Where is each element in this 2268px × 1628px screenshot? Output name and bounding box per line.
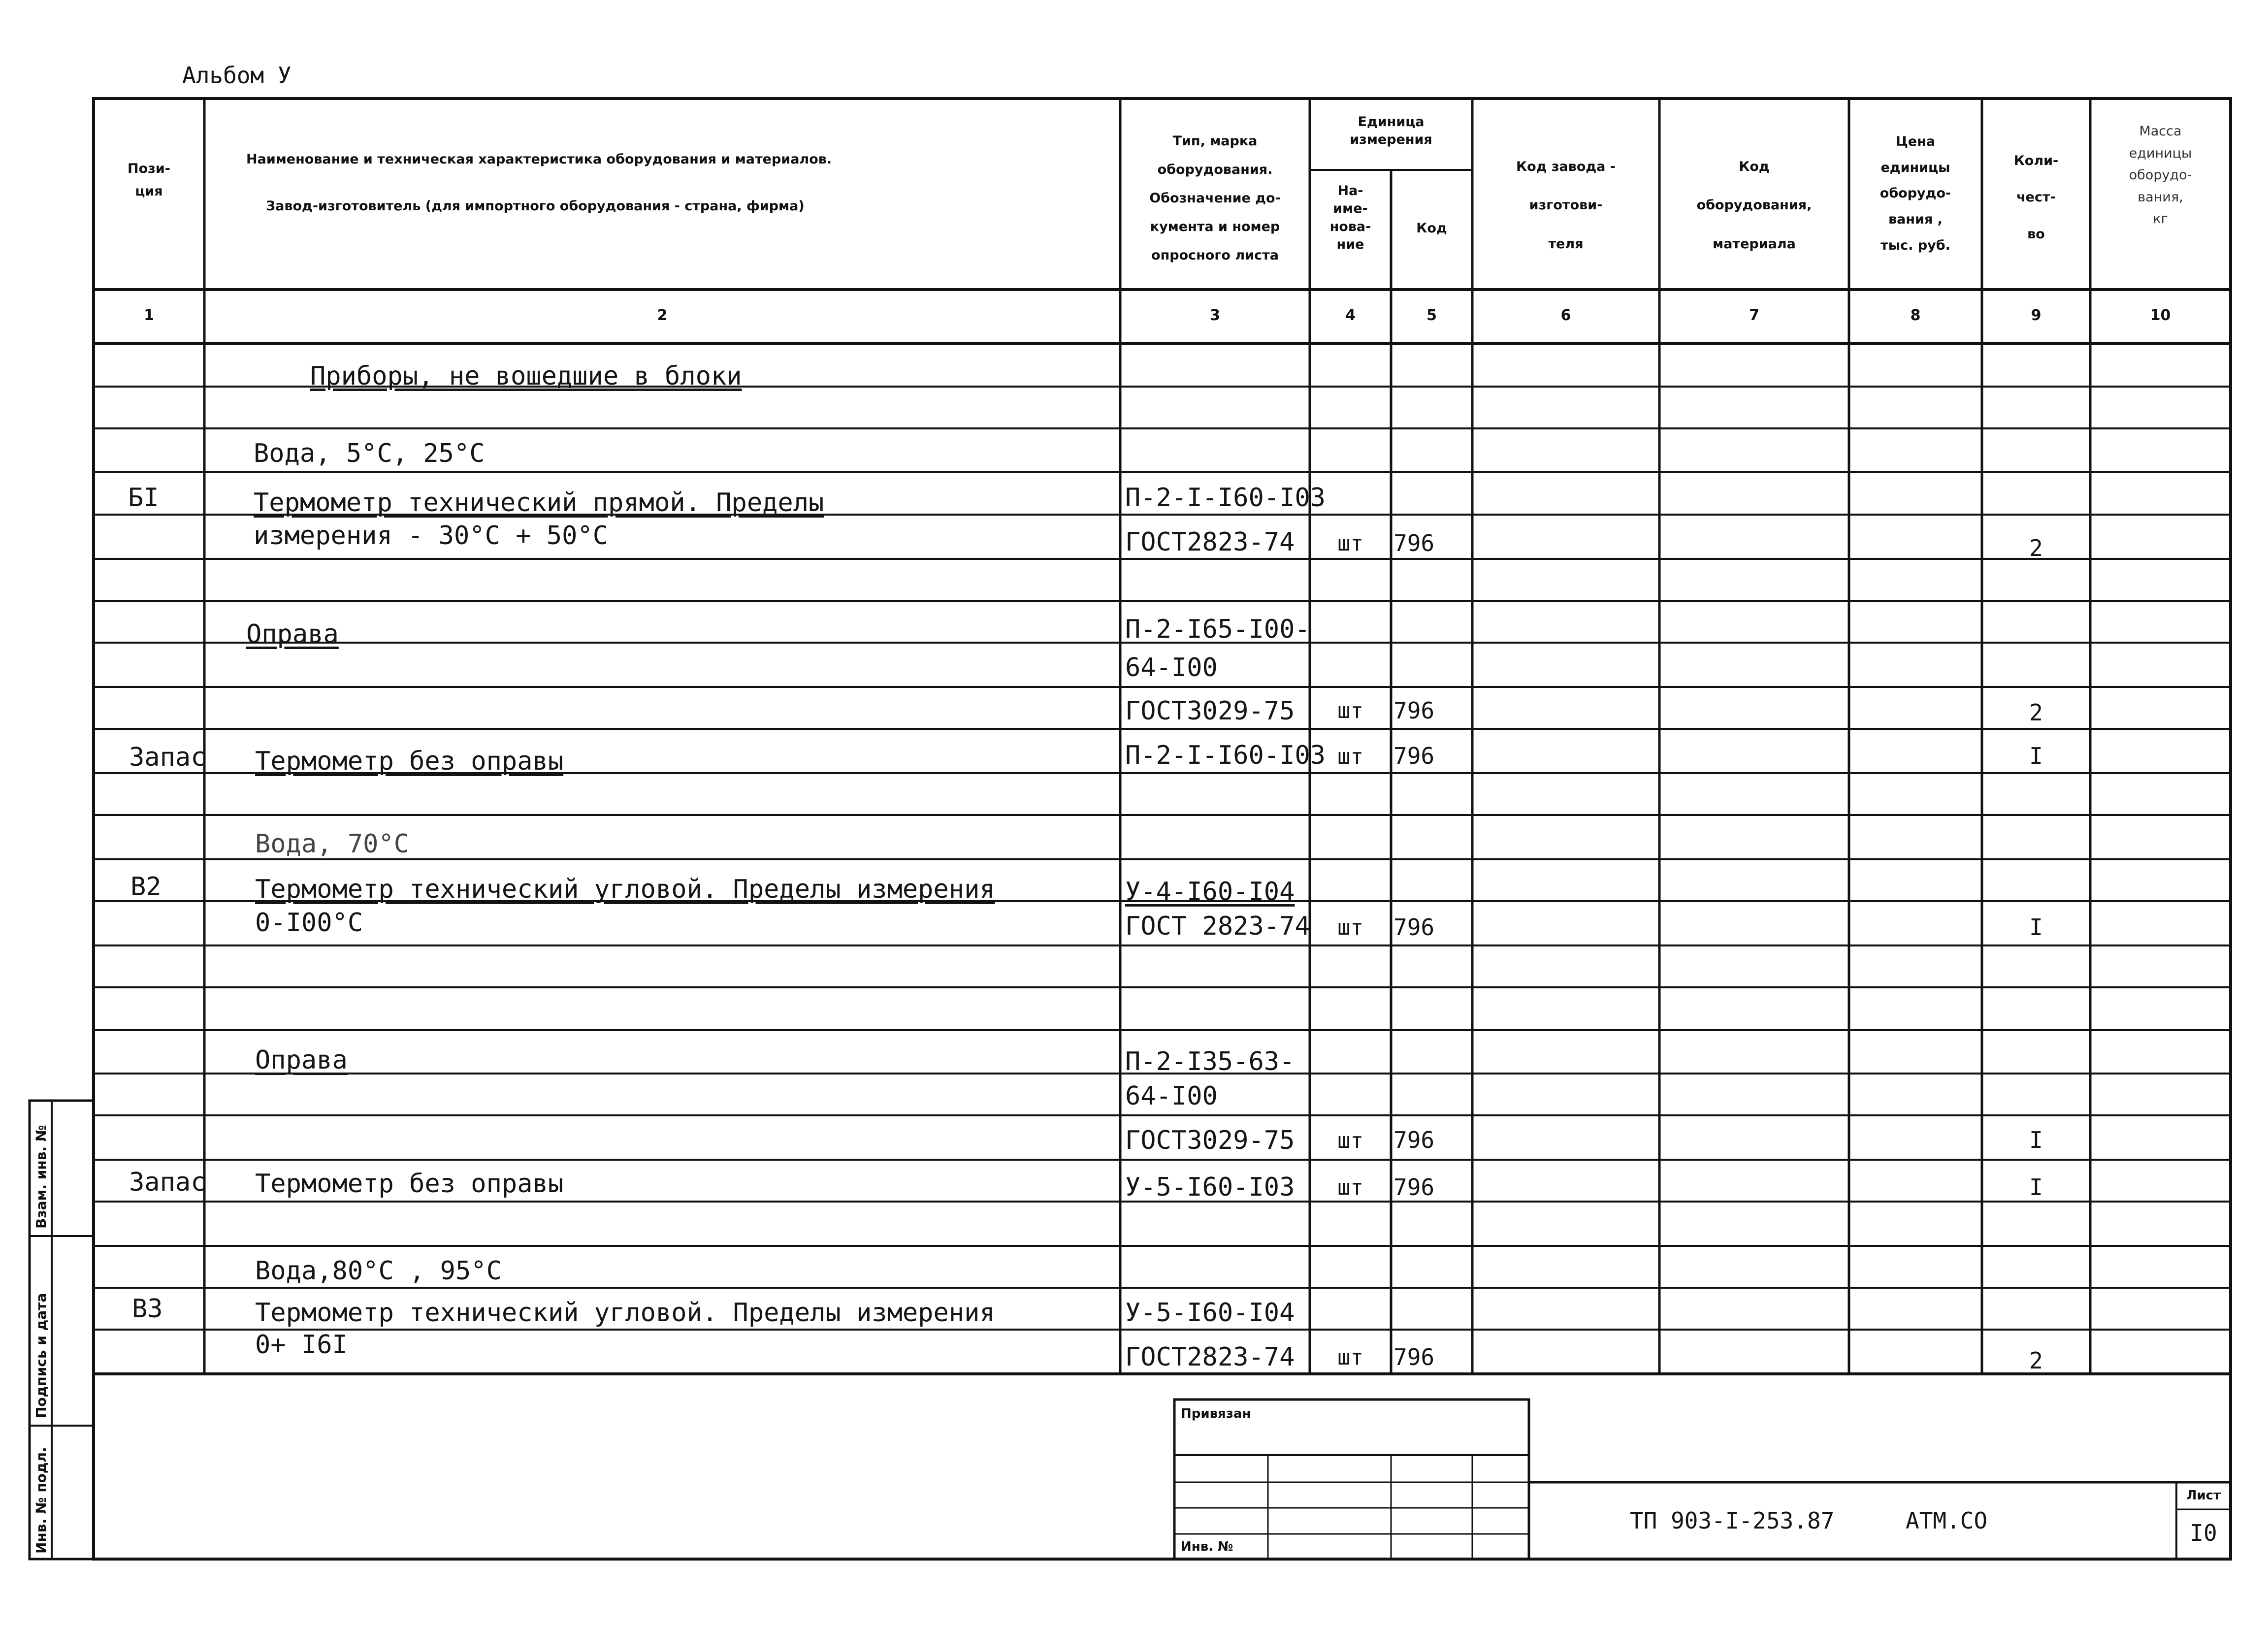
stamp-inv-label: Инв. № [1181,1539,1233,1554]
header-name-line1: Наименование и техническая характеристика оборудования и материалов. [246,152,832,167]
column-number: 1 [144,307,154,324]
header-type: Тип, марка оборудования. Обозначение до- кумента и номер опросного листа [1149,133,1281,263]
quantity: I [2029,743,2043,769]
position-b3: В3 [132,1294,163,1324]
item-name: Оправа [255,1045,348,1075]
quantity: 2 [2029,535,2043,561]
unit-name: шт [1337,698,1363,723]
margin-original-inv: Инв. № подл. [33,1447,49,1554]
group-heading: Вода,80°С , 95°С [255,1256,502,1286]
position-spare: Запас [129,743,206,772]
column-number: 2 [657,307,668,324]
column-number: 7 [1749,307,1759,324]
item-type: П-2-I35-63- [1125,1047,1295,1076]
unit-code: 796 [1393,530,1435,556]
column-number: 8 [1910,307,1921,324]
stamp-bound-label: Привязан [1181,1406,1251,1421]
item-type: У-5-I60-I03 [1125,1172,1295,1202]
unit-code: 796 [1393,1174,1435,1201]
quantity: I [2029,1174,2043,1201]
header-price: Цена единицы оборудо- вания , тыс. руб. [1879,134,1951,253]
item-name: Термометр технический угловой. Пределы измерения [255,875,995,904]
item-name: 0-I00°С [255,908,363,938]
unit-name: шт [1337,915,1363,940]
column-number: 9 [2031,307,2041,324]
item-type: П-2-I-I60-I03 [1125,741,1326,770]
item-type: 64-I00 [1125,1081,1218,1111]
column-number: 3 [1210,307,1220,324]
unit-code: 796 [1393,743,1435,769]
header-name-line2: Завод-изготовитель (для импортного оборудования - страна, фирма) [266,198,805,214]
item-type: У-5-I60-I04 [1125,1298,1295,1328]
item-name: Оправа [246,619,339,649]
quantity: 2 [2029,1347,2043,1374]
item-type: ГОСТ 2823-74 [1125,912,1310,941]
column-number: 10 [2150,307,2171,324]
unit-name: шт [1337,744,1363,769]
unit-name: шт [1337,1128,1363,1153]
item-name: 0+ I6I [255,1330,348,1360]
margin-sign-date: Подпись и дата [33,1293,49,1418]
item-type: ГОСТ3029-75 [1125,696,1295,726]
quantity: I [2029,1127,2043,1153]
sheet-number: I0 [2190,1520,2217,1546]
group-heading: Вода, 5°С, 25°С [254,439,485,468]
unit-code: 796 [1393,697,1435,724]
document-code: ТП 903-I-253.87 [1630,1507,1835,1534]
group-heading: Вода, 70°С [255,829,410,859]
header-mass: Масса единицы оборудо- вания, кг [2129,124,2192,227]
header-equipment-code: Код оборудования, материала [1696,159,1812,252]
item-type: ГОСТ3029-75 [1125,1126,1295,1155]
item-name: Термометр без оправы [255,1169,564,1199]
header-unit-group: Единица измерения [1350,114,1432,148]
item-name: Термометр технический прямой. Пределы [254,488,824,518]
unit-name: шт [1337,531,1363,556]
header-unit-code: Код [1416,221,1447,236]
item-type: П-2-I-I60-I03 [1125,483,1326,513]
item-name: Термометр технический угловой. Пределы измерения [255,1298,995,1328]
item-type: У-4-I60-I04 [1125,877,1295,907]
margin-replaced-inv: Взам. инв. № [33,1125,49,1229]
item-name: измерения - 30°С + 50°С [254,521,609,551]
column-number: 4 [1345,307,1356,324]
column-number: 6 [1560,307,1571,324]
quantity: 2 [2029,699,2043,726]
header-quantity: Коли- чест- во [2013,153,2059,242]
sheet-label: Лист [2186,1488,2221,1503]
header-position: Пози- ция [128,161,170,199]
item-name: Термометр без оправы [255,747,564,776]
header-factory-code: Код завода - изготови- теля [1516,159,1616,252]
unit-code: 796 [1393,1344,1435,1370]
header-unit-name: На- име- нова- ние [1329,183,1371,253]
quantity: I [2029,914,2043,941]
item-type: ГОСТ2823-74 [1125,527,1295,557]
section-title: Приборы, не вошедшие в блоки [310,361,742,391]
document-mark: АТМ.СО [1906,1507,1988,1534]
album-title: Альбом У [182,62,292,89]
item-type: П-2-I65-I00- [1125,615,1310,644]
unit-code: 796 [1393,914,1435,941]
position-b2: В2 [130,872,162,902]
column-number: 5 [1426,307,1437,324]
item-type: ГОСТ2823-74 [1125,1342,1295,1372]
unit-code: 796 [1393,1127,1435,1153]
unit-name: шт [1337,1345,1363,1370]
unit-name: шт [1337,1175,1363,1200]
position-spare: Запас [129,1168,206,1197]
position-b1: БI [128,483,159,513]
item-type: 64-I00 [1125,653,1218,683]
